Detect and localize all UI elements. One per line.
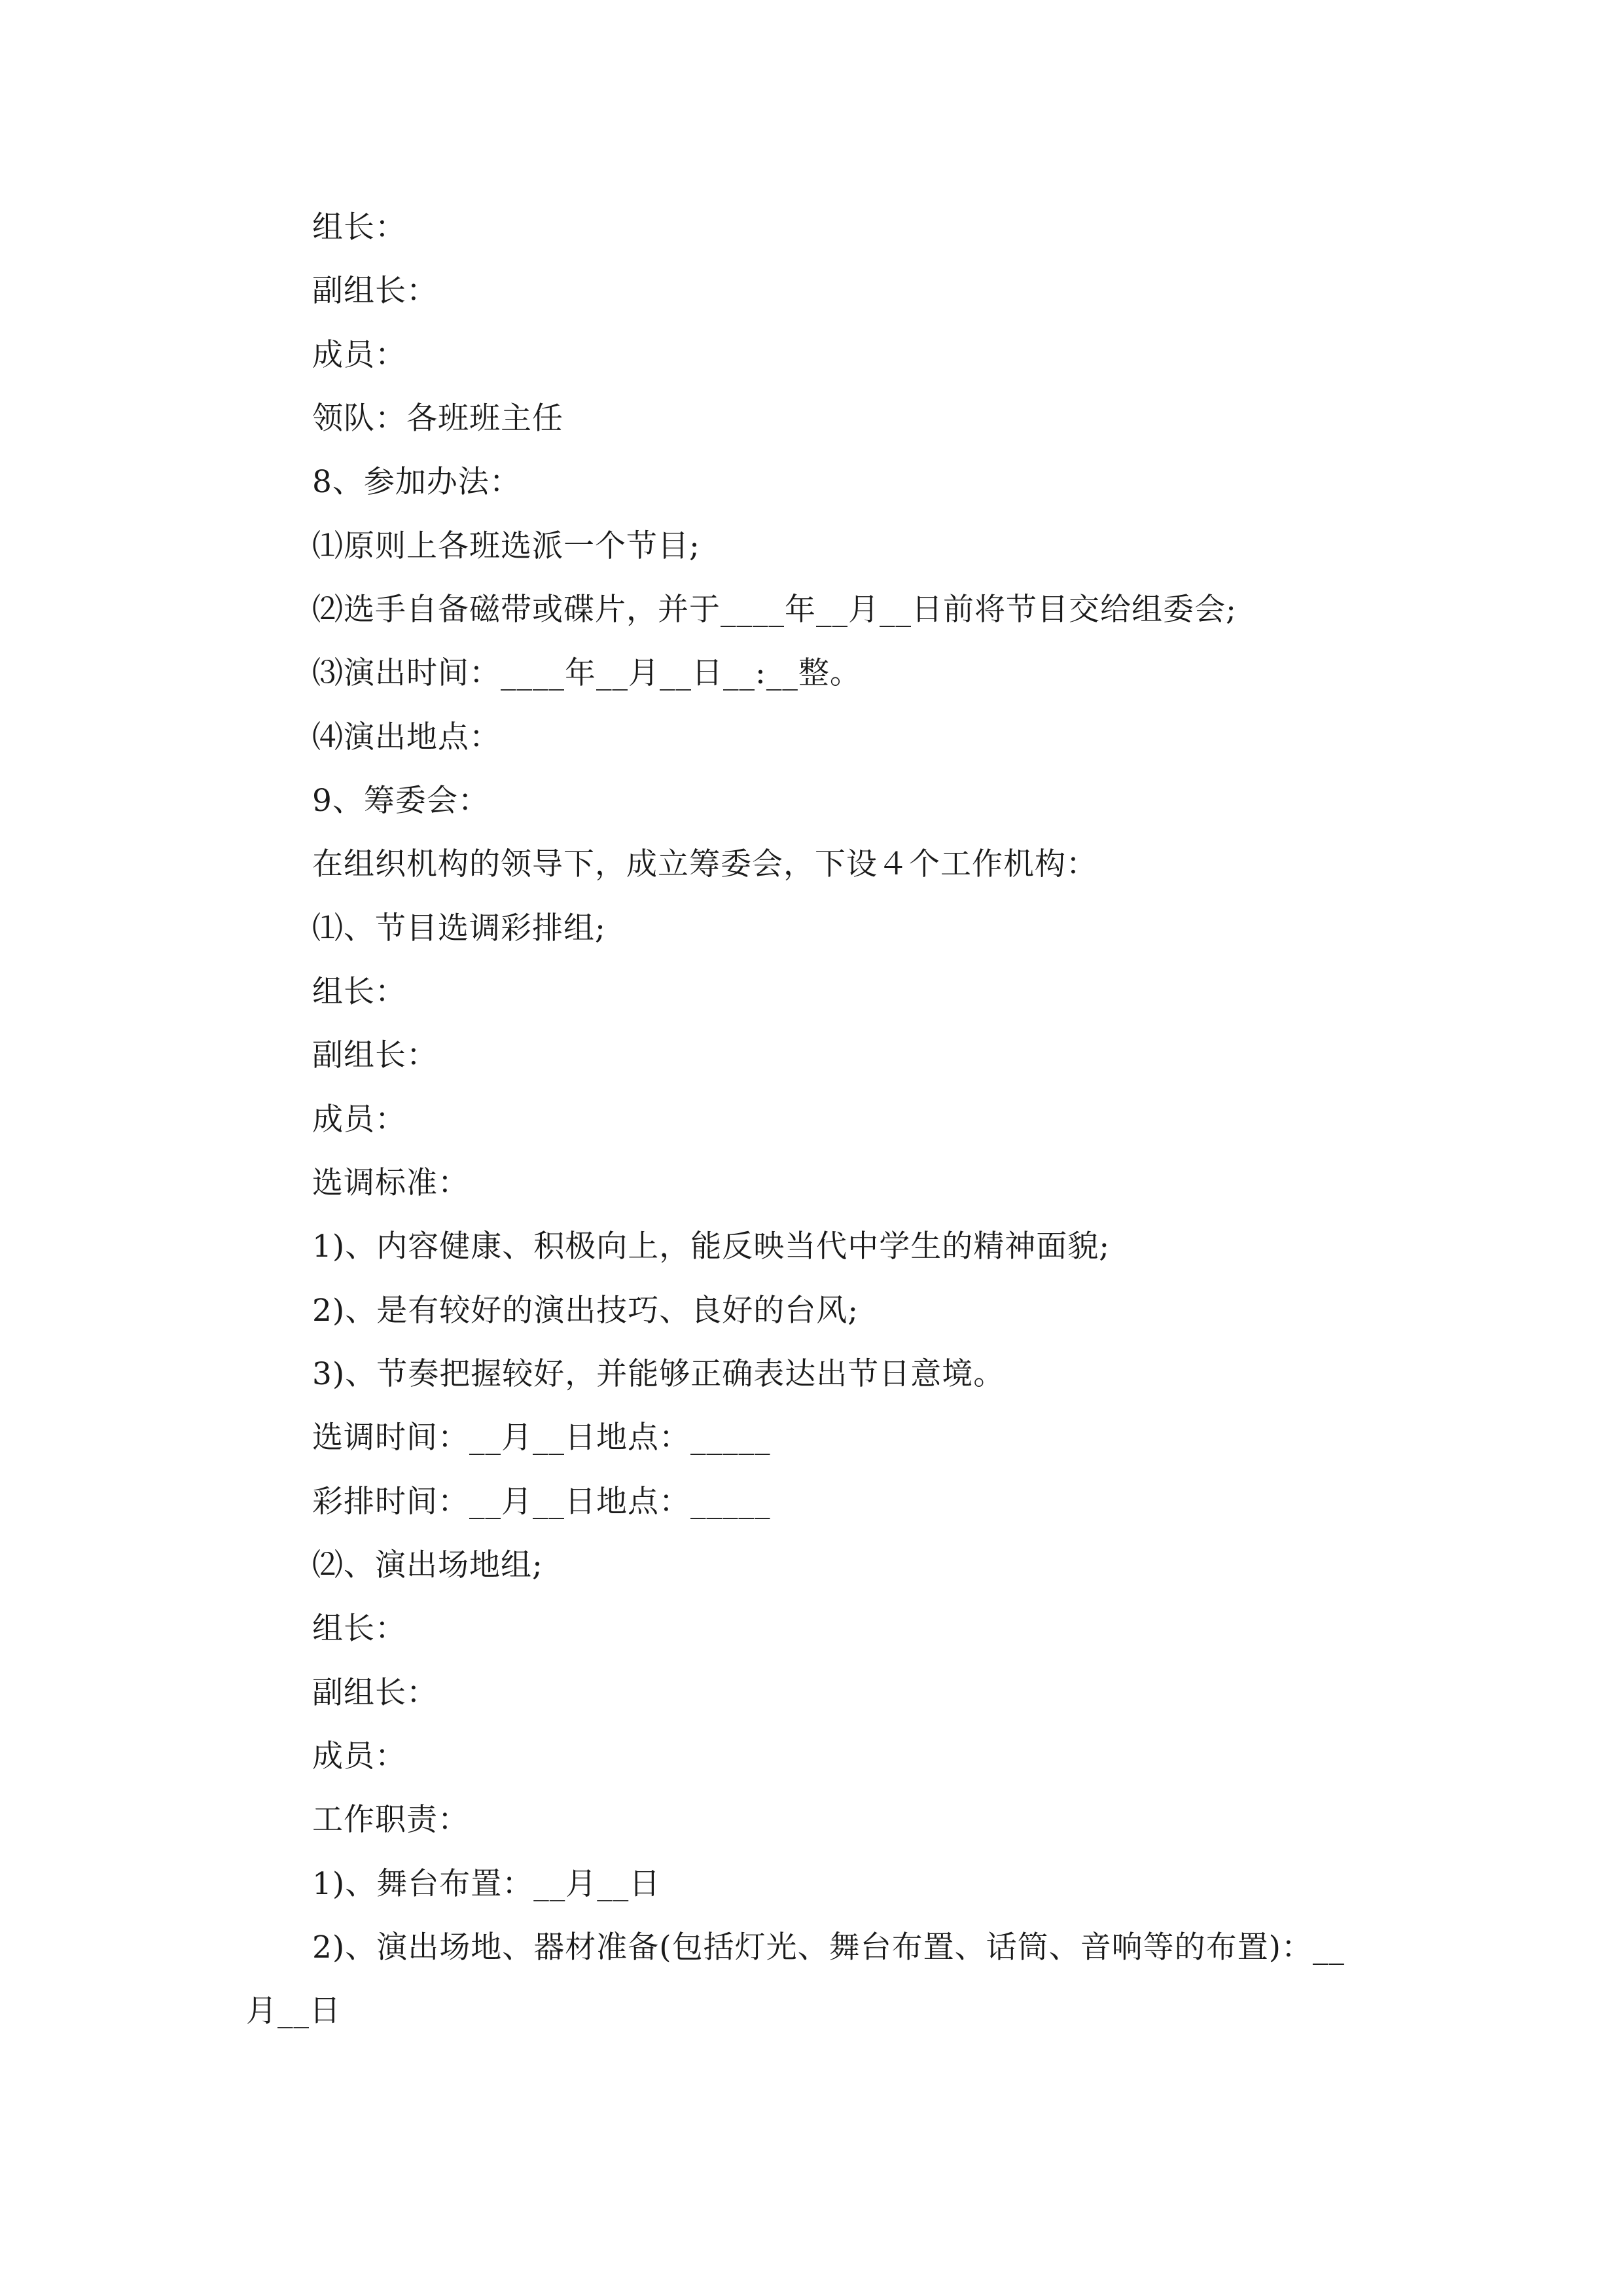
section-heading: 9、筹委会： [312, 783, 490, 819]
text-line: 工作职责： [312, 1802, 469, 1838]
text-line-continued: 月__日 [246, 1993, 341, 2029]
subsection-heading: ⑵、演出场地组; [312, 1547, 543, 1583]
text-line: 副组长： [312, 1675, 438, 1711]
section-heading: 8、参加办法： [312, 464, 521, 500]
text-line: 3)、节奏把握较好，并能够正确表达出节日意境。 [312, 1356, 1005, 1392]
text-line: 副组长： [312, 273, 438, 309]
text-line: 选调标准： [312, 1165, 469, 1201]
text-line: 1)、舞台布置：__月__日 [312, 1866, 661, 1902]
text-line: ⑴原则上各班选派一个节目; [312, 528, 700, 564]
text-line: 1)、内容健康、积极向上，能反映当代中学生的精神面貌; [312, 1229, 1111, 1265]
subsection-heading: ⑴、节目选调彩排组; [312, 910, 606, 946]
text-line: 组长： [312, 209, 406, 245]
text-line: ⑶演出时间：____年__月__日__:__整。 [312, 655, 861, 691]
text-line: 2)、演出场地、器材准备(包括灯光、舞台布置、话筒、音响等的布置)：__ [312, 1929, 1345, 1965]
text-line: 领队：各班班主任 [312, 401, 563, 437]
text-line: 组长： [312, 1611, 406, 1647]
text-line: 成员： [312, 337, 406, 373]
text-line: ⑵选手自备磁带或碟片，并于____年__月__日前将节目交给组委会; [312, 592, 1237, 628]
text-line: 选调时间：__月__日地点：_____ [312, 1420, 771, 1456]
text-line: ⑷演出地点： [312, 719, 501, 755]
text-line: 副组长： [312, 1037, 438, 1073]
text-line: 在组织机构的领导下，成立筹委会，下设４个工作机构： [312, 846, 1097, 882]
text-line: 成员： [312, 1102, 406, 1138]
text-line: 2)、是有较好的演出技巧、良好的台风; [312, 1293, 859, 1329]
text-line: 成员： [312, 1738, 406, 1774]
text-line: 组长： [312, 974, 406, 1010]
text-line: 彩排时间：__月__日地点：_____ [312, 1484, 771, 1520]
